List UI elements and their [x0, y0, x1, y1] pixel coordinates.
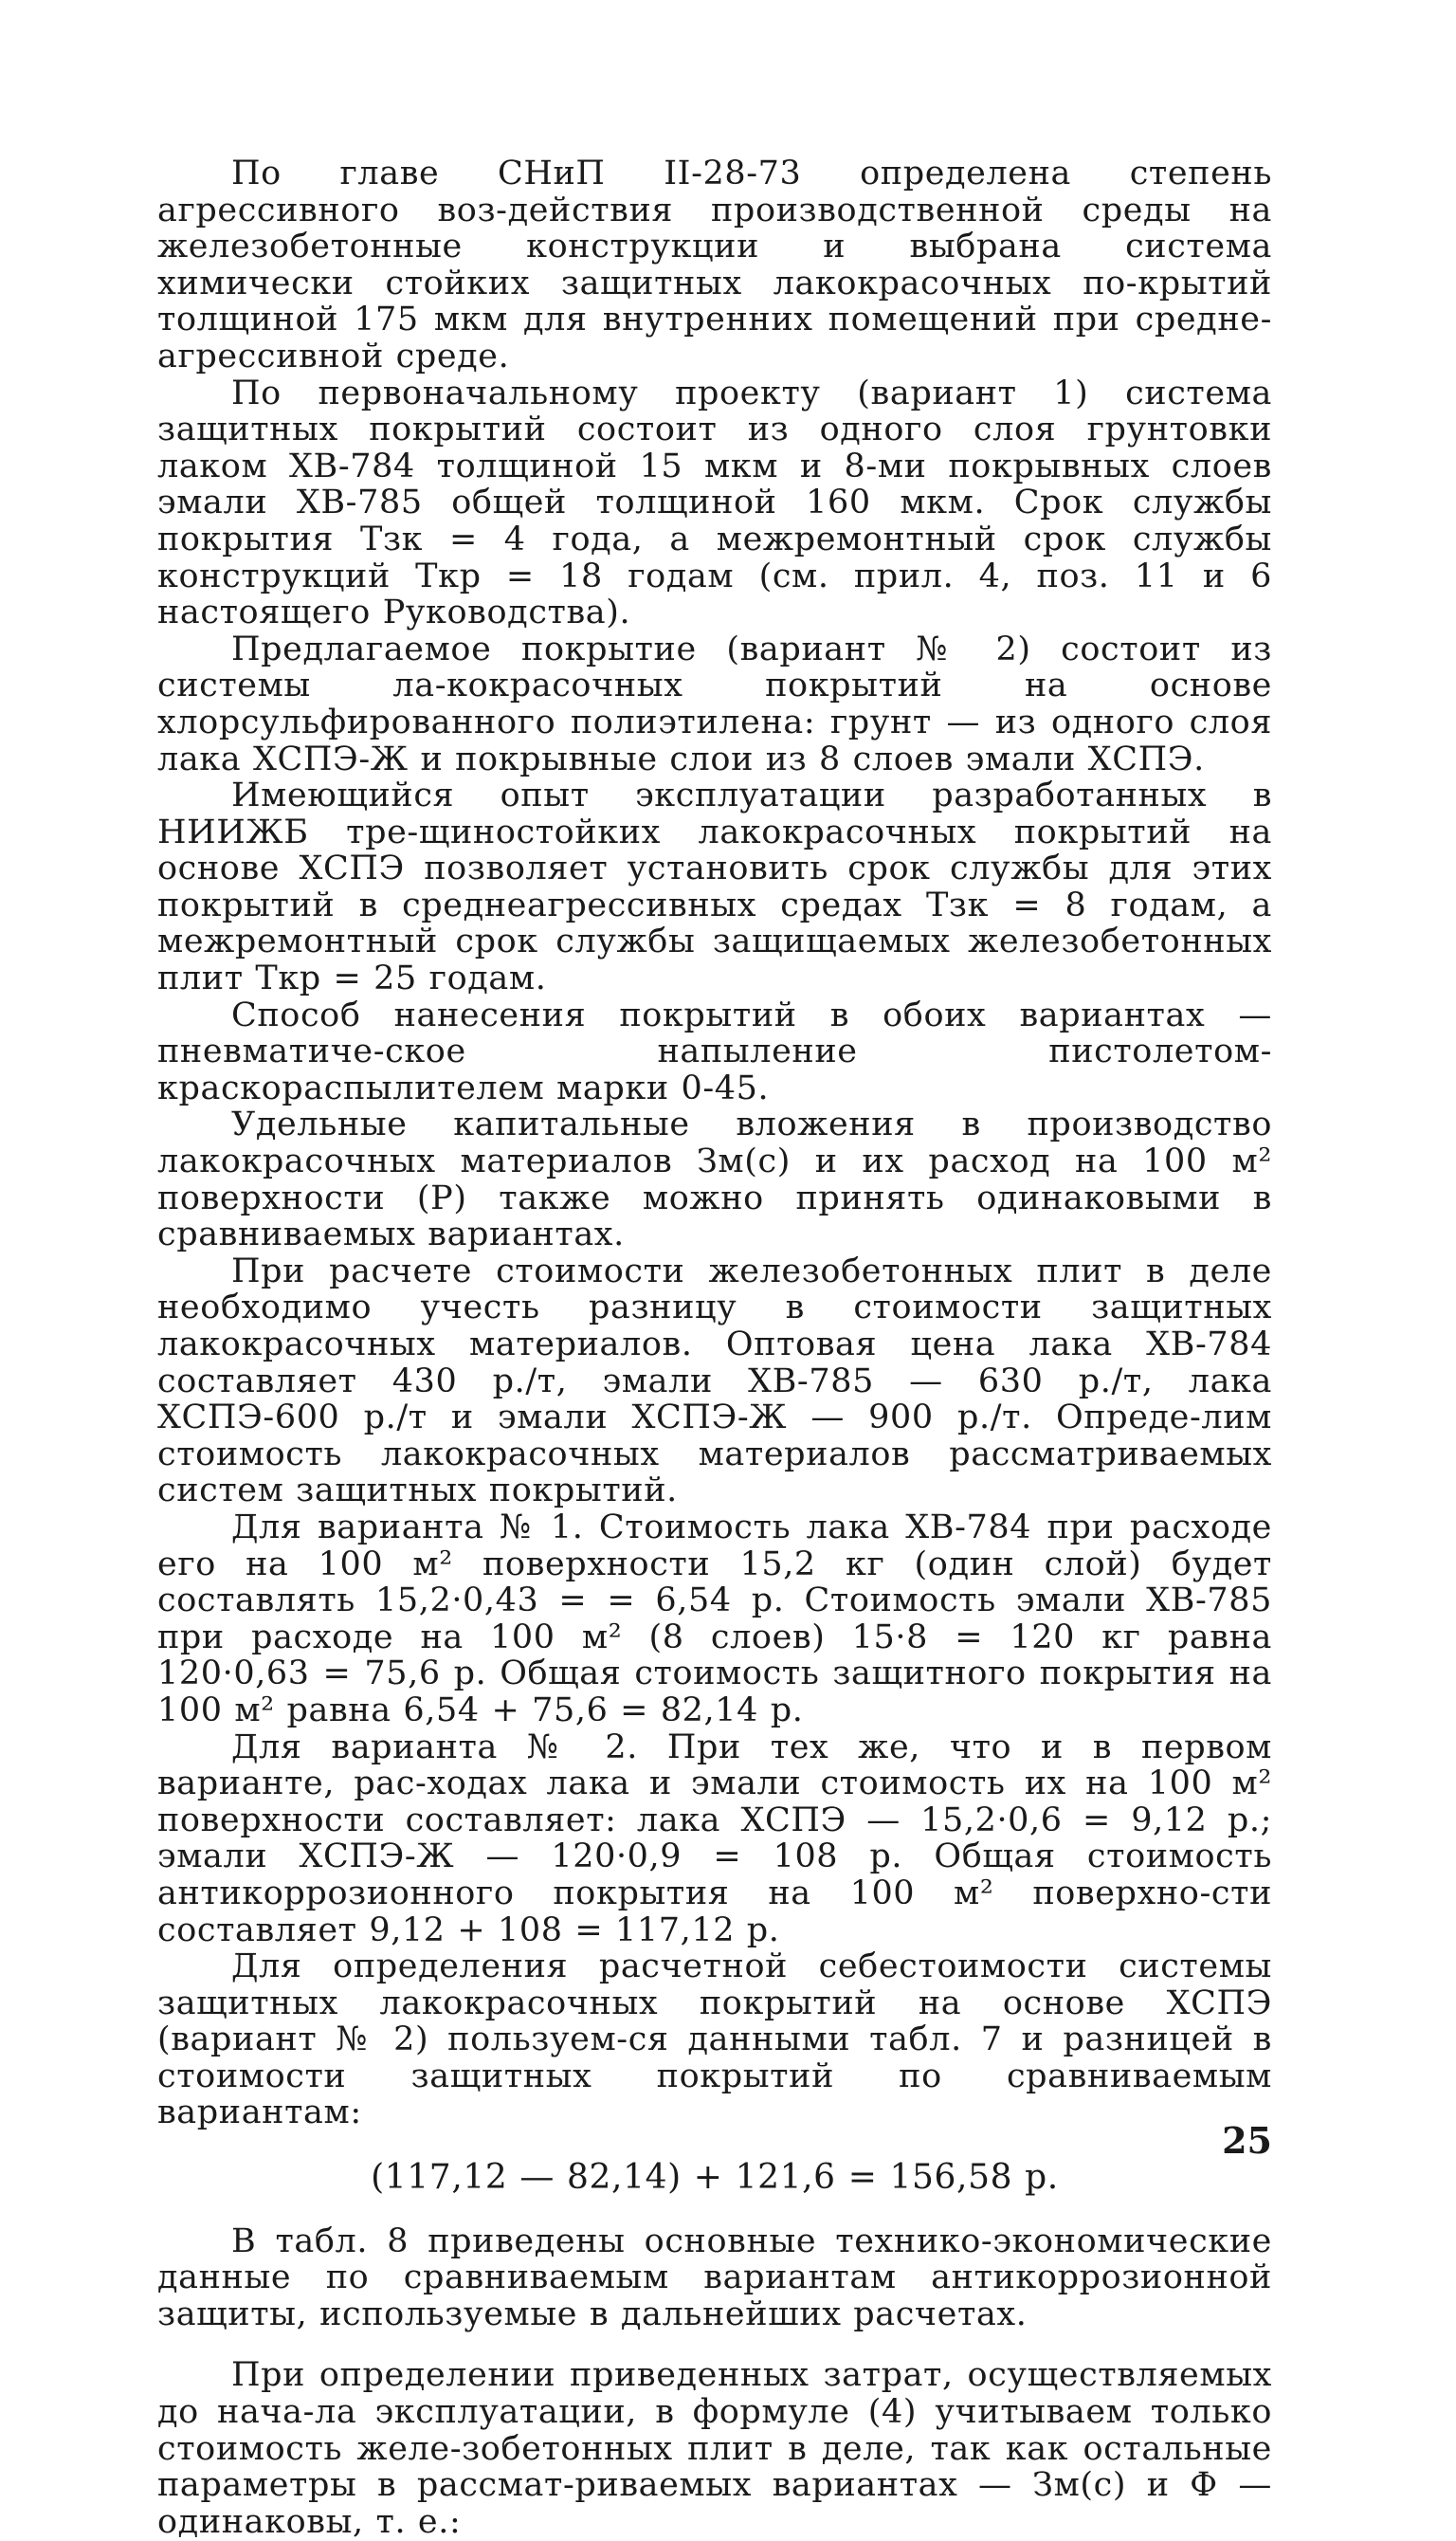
cost-formula: (117,12 — 82,14) + 121,6 = 156,58 р. — [371, 2158, 1059, 2198]
paragraph-2: По первоначальному проекту (вариант 1) система защитных покрытий состоит из одного слоя грунтовки лаком ХВ-784 толщиной 15 мкм и 8-ми покрывных слоев эмали ХВ-785 общей толщиной 160 мкм. Срок службы покрытия Тзк = 4 года, а межремонтный срок службы конструкций Ткр = 18 годам (см. прил. 4, поз. 11 и 6 настоящего Руководства). — [157, 374, 1272, 632]
paragraph-1: По главе СНиП II-28-73 определена степень агрессивного воз-действия производственной среды на железобетонные конструкции и выбрана система химически стойких защитных лакокрасочных по-крытий толщиной 175 мкм для внутренних помещений при средне-агрессивной среде. — [157, 155, 1272, 375]
paragraph-4: Имеющийся опыт эксплуатации разработанных в НИИЖБ тре-щиностойких лакокрасочных покрытий на основе ХСПЭ позволяет установить срок службы для этих покрытий в среднеагрессивных средах Тзк = 8 годам, а межремонтный срок службы защищаемых железобетонных плит Ткр = 25 годам. — [157, 777, 1272, 998]
page-number: 25 — [1222, 2119, 1272, 2162]
paragraph-6: Удельные капитальные вложения в производство лакокрасочных материалов Зм(с) и их расход на 100 м² поверхности (Р) также можно принять одинаковыми в сравниваемых вариантах. — [157, 1106, 1272, 1254]
paragraph-9: Для варианта № 2. При тех же, что и в первом варианте, рас-ходах лака и эмали стоимость их на 100 м² поверхности составляет: лака ХСПЭ — 15,2·0,6 = 9,12 р.; эмали ХСПЭ-Ж — 120·0,9 = 108 р. Общая стоимость антикоррозионного покрытия на 100 м² поверхно-сти составляет 9,12 + 108 = 117,12 р. — [157, 1728, 1272, 1949]
paragraph-10: Для определения расчетной себестоимости системы защитных лакокрасочных покрытий на основе ХСПЭ (вариант № 2) пользуем-ся данными табл. 7 и разницей в стоимости защитных покрытий по сравниваемым вариантам: — [157, 1947, 1272, 2132]
paragraph-5: Способ нанесения покрытий в обоих вариантах — пневматиче-ское напыление пистолетом-краскораспылителем марки 0-45. — [157, 996, 1272, 1107]
paragraph-12: При определении приведенных затрат, осуществляемых до нача-ла эксплуатации, в формуле (4) учитываем только стоимость желе-зобетонных плит в деле, так как остальные параметры в рассмат-риваемых вариантах — Зм(с) и Ф — одинаковы, т. е.: — [157, 2356, 1272, 2541]
paragraph-11: В табл. 8 приведены основные технико-экономические данные по сравниваемым вариантам антикоррозионной защиты, используемые в дальнейших расчетах. — [157, 2221, 1272, 2333]
body-text — [157, 155, 1272, 2540]
paragraph-7: При расчете стоимости железобетонных плит в деле необходимо учесть разницу в стоимости защитных лакокрасочных материалов. Оптовая цена лака ХВ-784 составляет 430 р./т, эмали ХВ-785 — 630 р./т, лака ХСПЭ-600 р./т и эмали ХСПЭ-Ж — 900 р./т. Опреде-лим стоимость лакокрасочных материалов рассматриваемых систем защитных покрытий. — [157, 1252, 1272, 1510]
paragraph-8: Для варианта № 1. Стоимость лака ХВ-784 при расходе его на 100 м² поверхности 15,2 кг (один слой) будет составлять 15,2·0,43 = = 6,54 р. Стоимость эмали ХВ-785 при расходе на 100 м² (8 слоев) 15·8 = 120 кг равна 120·0,63 = 75,6 р. Общая стоимость защитного покрытия на 100 м² равна 6,54 + 75,6 = 82,14 р. — [157, 1508, 1272, 1729]
paragraph-3: Предлагаемое покрытие (вариант № 2) состоит из системы ла-кокрасочных покрытий на основе хлорсульфированного полиэтилена: грунт — из одного слоя лака ХСПЭ-Ж и покрывные слои из 8 слоев эмали ХСПЭ. — [157, 630, 1272, 778]
